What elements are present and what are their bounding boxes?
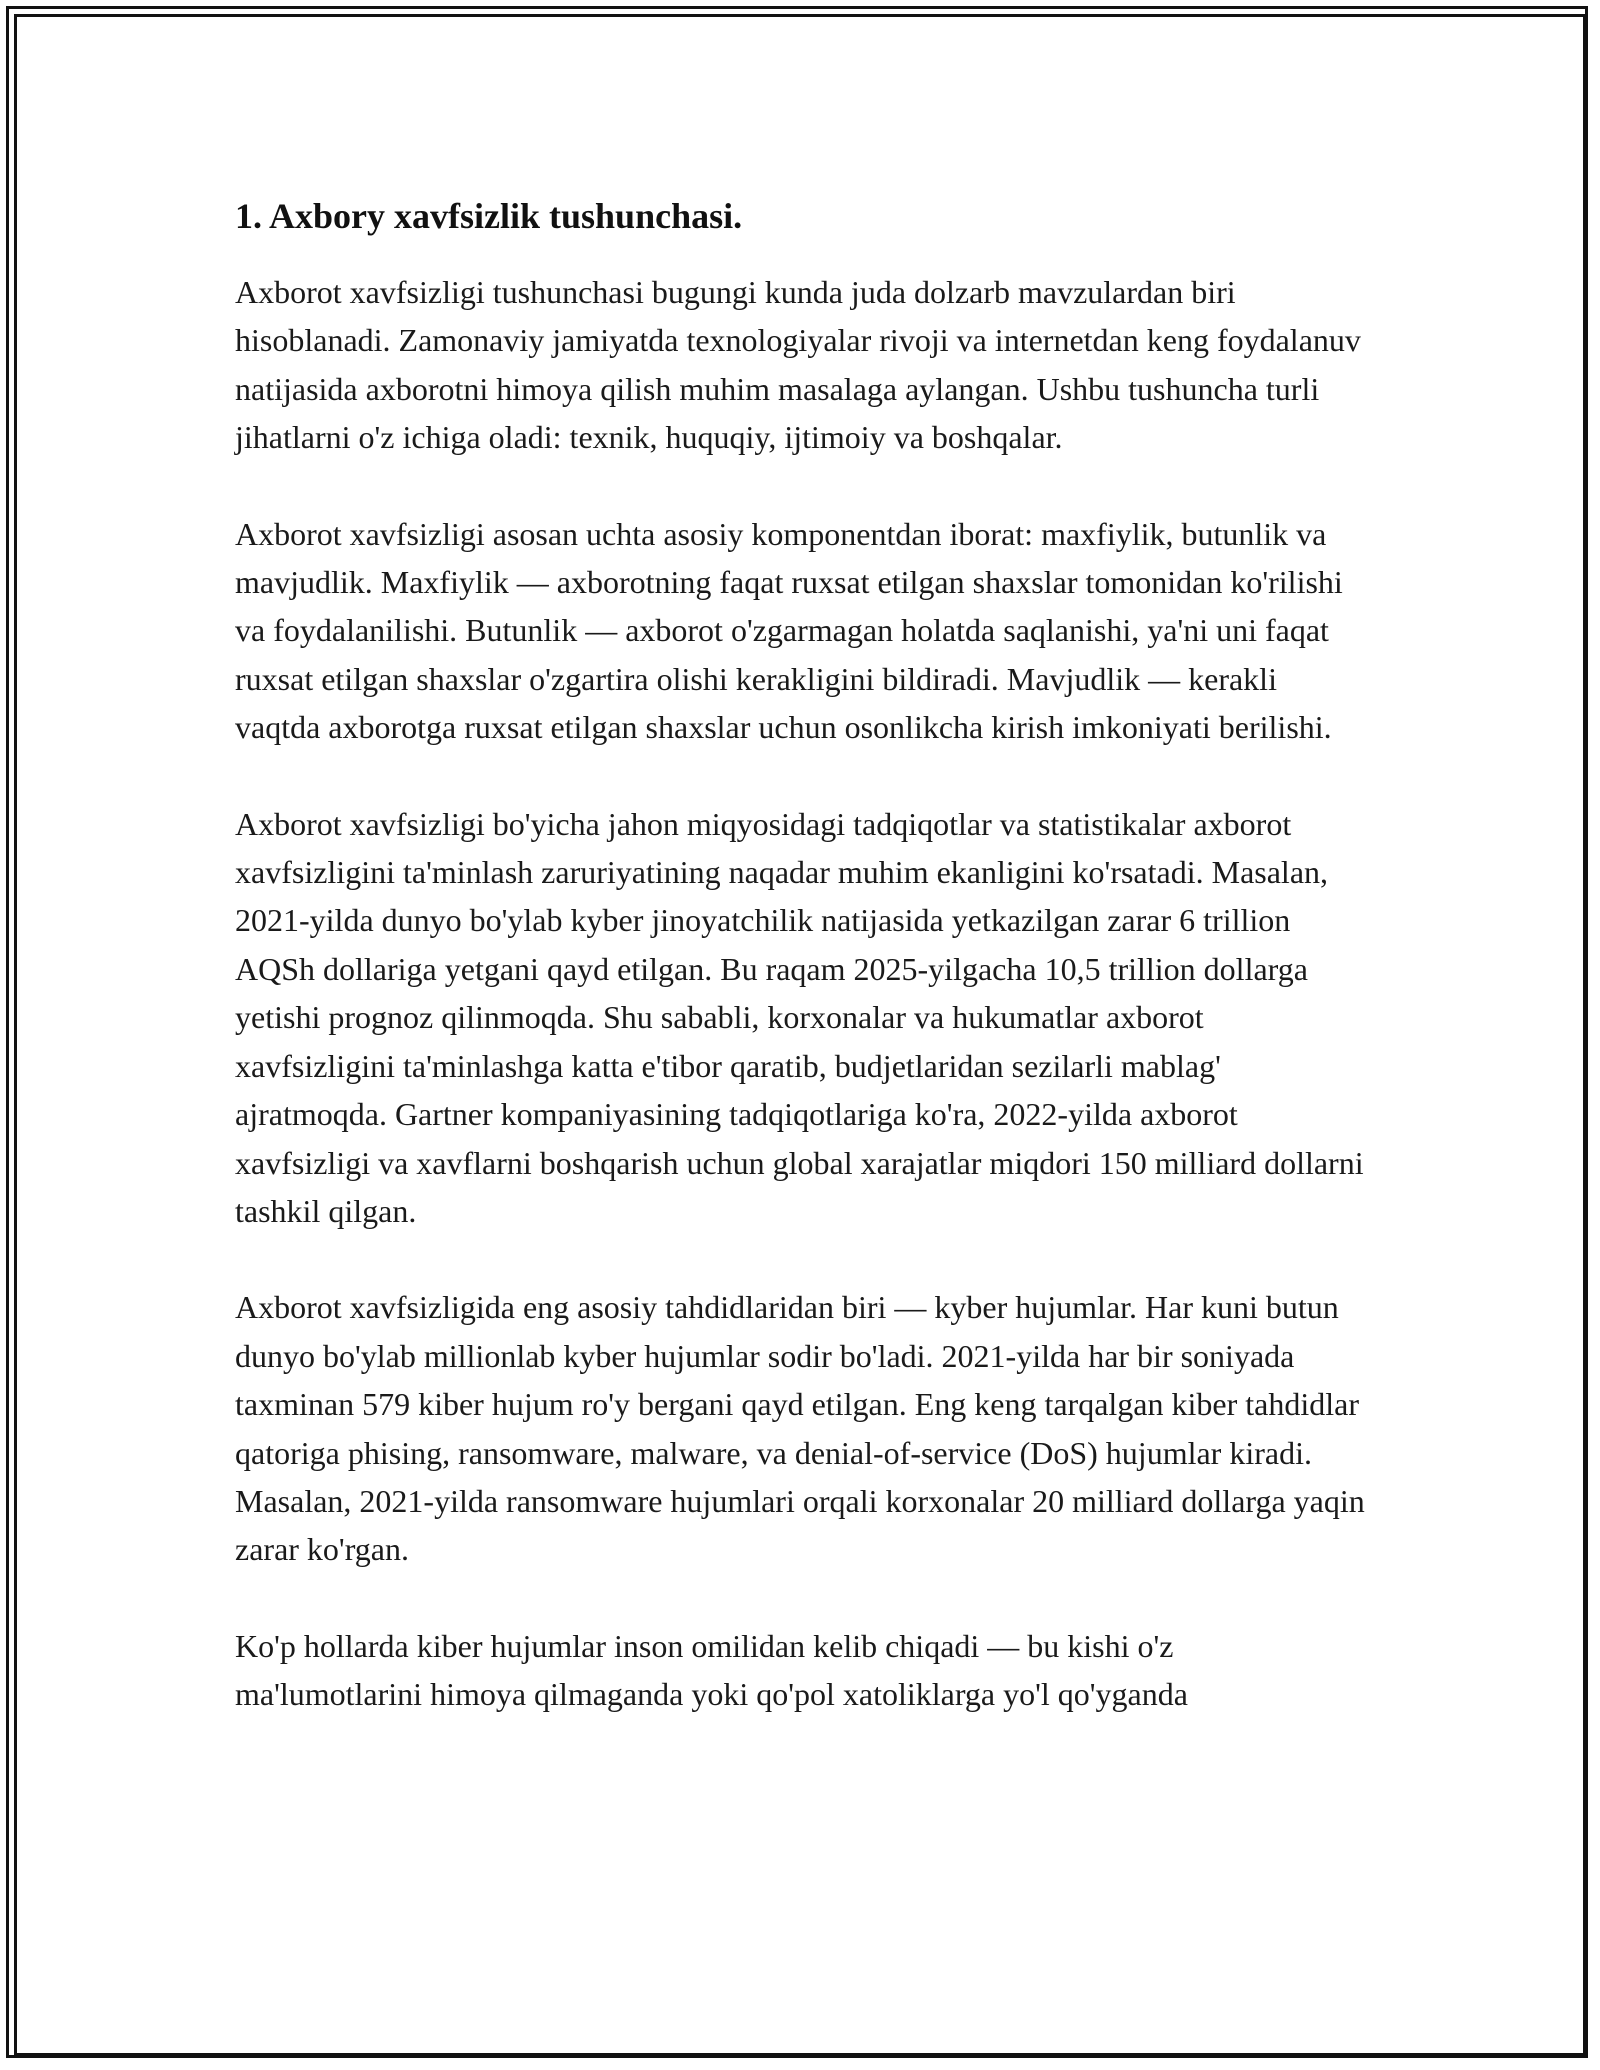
paragraph-components: Axborot xavfsizligi asosan uchta asosiy komponentdan iborat: maxfiylik, butunlik va mavjudlik. Maxfiylik — axborotning faqat ruxsat etilgan shaxslar tomonidan ko'rilishi va foydalanilishi. Butunlik — axborot o'zgarmagan holatda saqlanishi, ya'ni uni faqat ruxsat etilgan shaxslar o'zgartira olishi kerakligini bildiradi. Mavjudlik — kerakli vaqtda axborotga ruxsat etilgan shaxslar uchun osonlikcha kirish imkoniyati berilishi. [235,515,1343,746]
document-body [235,186,1365,1767]
paragraph-definition: Axborot xavfsizligi tushunchasi bugungi kunda juda dolzarb mavzulardan biri hisoblanadi. Zamonaviy jamiyatda texnologiyalar rivoji va internetdan keng foydalanuv natijasida axborotni himoya qilish muhim masalaga aylangan. Ushbu tushuncha turli jihatlarni o'z ichiga oladi: texnik, huquqiy, ijtimoiy va boshqalar. [235,274,1361,456]
paragraph-cyber-attacks: Axborot xavfsizligida eng asosiy tahdidlaridan biri — kyber hujumlar. Har kuni butun dunyo bo'ylab millionlab kyber hujumlar sodir bo'ladi. 2021-yilda har bir soniyada taxminan 579 kiber hujum ro'y bergani qayd etilgan. Eng keng tarqalgan kiber tahdidlar qatoriga phising, ransomware, malware, va denial-of-service (DoS) hujumlar kiradi. Masalan, 2021-yilda ransomware hujumlari orqali korxonalar 20 milliard dollarga yaqin zarar ko'rgan. [235,1289,1365,1568]
paragraph-statistics: Axborot xavfsizligi bo'yicha jahon miqyosidagi tadqiqotlar va statistikalar axborot xavfsizligini ta'minlash zaruriyatining naqadar muhim ekanligini ko'rsatadi. Masalan, 2021-yilda dunyo bo'ylab kyber jinoyatchilik natijasida yetkazilgan zarar 6 trillion AQSh dollariga yetgani qayd etilgan. Bu raqam 2025-yilgacha 10,5 trillion dollarga yetishi prognoz qilinmoqda. Shu sababli, korxonalar va hukumatlar axborot xavfsizligini ta'minlashga katta e'tibor qaratib, budjetlaridan sezilarli mablag' ajratmoqda. Gartner kompaniyasining tadqiqotlariga ko'ra, 2022-yilda axborot xavfsizligi va xavflarni boshqarish uchun global xarajatlar miqdori 150 milliard dollarni tashkil qilgan. [235,805,1364,1229]
paragraph-human-factor: Ko'p hollarda kiber hujumlar inson omilidan kelib chiqadi — bu kishi o'z ma'lumotlarini himoya qilmaganda yoki qo'pol xatoliklarga yo'l qo'yganda [235,1627,1188,1713]
section-heading: 1. Axbory xavfsizlik tushunchasi. [235,196,743,236]
